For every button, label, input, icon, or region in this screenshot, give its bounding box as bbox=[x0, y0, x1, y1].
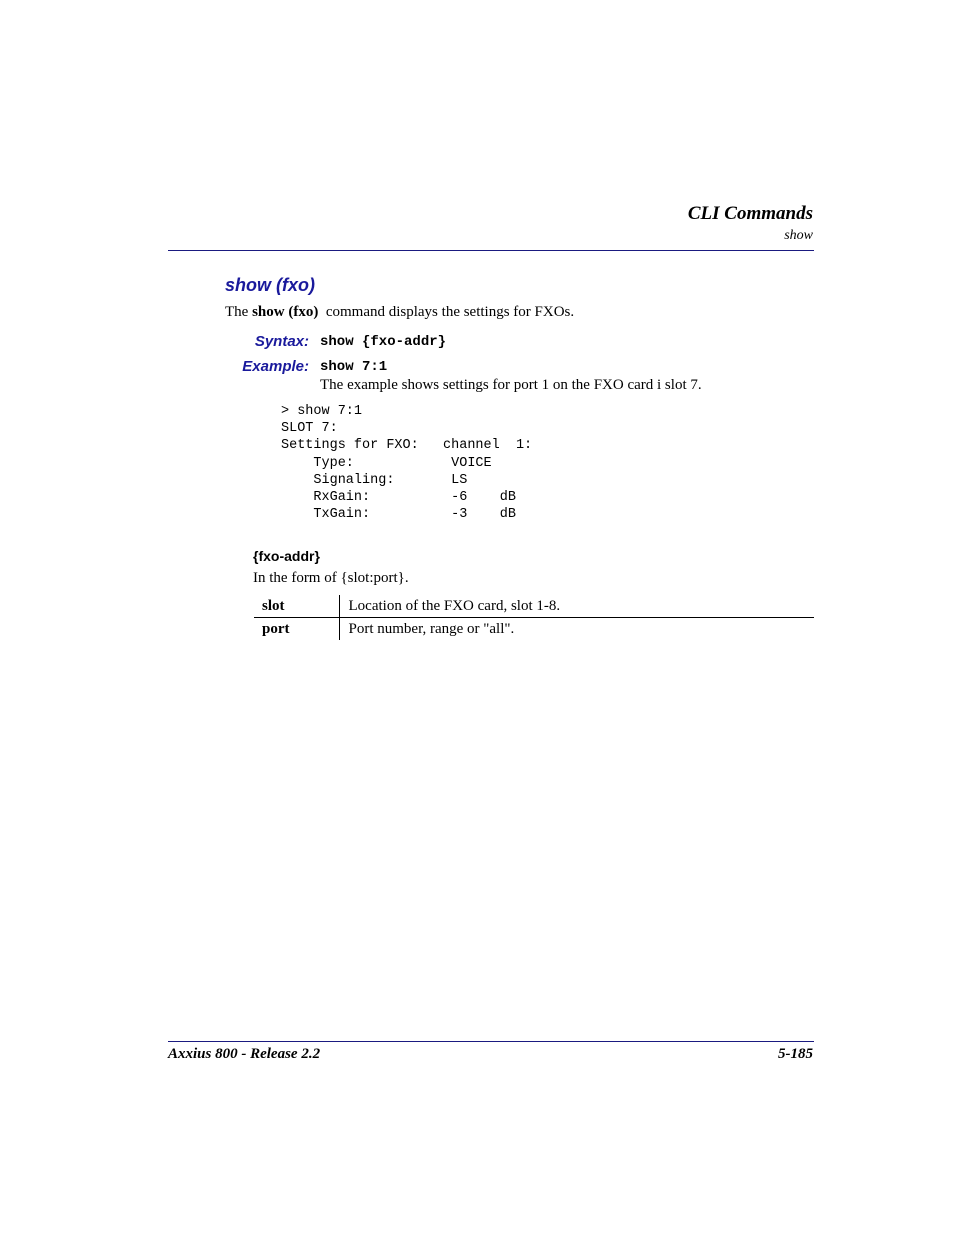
intro-command: show (fxo) bbox=[252, 304, 319, 320]
running-header-title: CLI Commands bbox=[687, 203, 813, 224]
running-header-subtitle: show bbox=[784, 228, 813, 243]
section-title: show (fxo) bbox=[225, 275, 315, 295]
example-description: The example shows settings for port 1 on the FXO card i slot 7. bbox=[320, 377, 702, 393]
example-label: Example: bbox=[242, 358, 309, 375]
intro-suffix: command displays the settings for FXOs. bbox=[318, 304, 575, 320]
footer-rule bbox=[168, 1041, 814, 1042]
table-row bbox=[254, 595, 814, 618]
parameter-description: In the form of {slot:port}. bbox=[253, 570, 409, 586]
example-output: > show 7:1 SLOT 7: Settings for FXO: channel 1: Type: VOICE Signaling: LS RxGain: -6 dB TxGain: -3 dB bbox=[281, 404, 533, 523]
footer-page-number: 5-185 bbox=[778, 1046, 813, 1062]
intro-prefix: The bbox=[225, 304, 253, 320]
param-desc: Location of the FXO card, slot 1-8. bbox=[339, 595, 814, 618]
syntax-command: show {fxo-addr} bbox=[320, 334, 447, 350]
footer-doc-title: Axxius 800 - Release 2.2 bbox=[168, 1046, 321, 1062]
param-desc: Port number, range or "all". bbox=[348, 620, 515, 637]
table-row bbox=[254, 618, 814, 641]
syntax-label: Syntax: bbox=[254, 333, 309, 350]
intro-paragraph bbox=[225, 304, 574, 321]
parameter-table bbox=[254, 595, 814, 640]
example-command: show 7:1 bbox=[320, 359, 388, 375]
parameter-title: {fxo-addr} bbox=[253, 548, 320, 564]
header-rule bbox=[168, 250, 814, 251]
param-name: port bbox=[254, 618, 339, 641]
param-name: slot bbox=[254, 595, 339, 618]
